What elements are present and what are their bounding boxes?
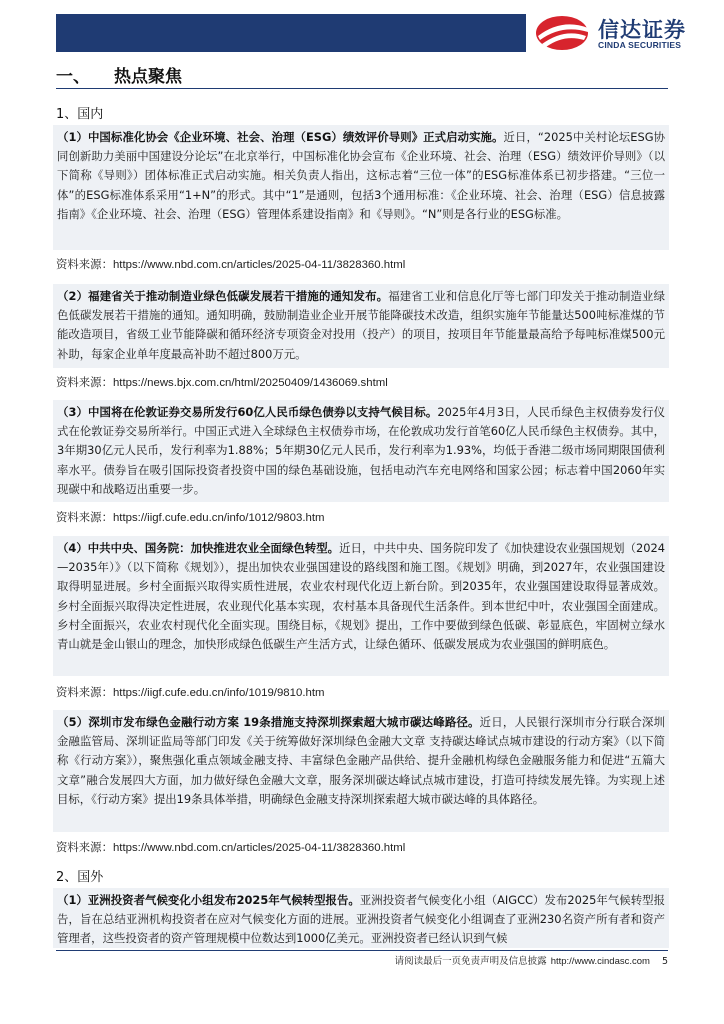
- news-body: 2025年4月3日，人民币绿色主权债券发行仪式在伦敦证券交易所举行。中国正式进入全球绿色主权债券市场，在伦敦成功发行首笔60亿人民币绿色主权债券。其中，3年期30亿元人民币，发行利率为1.88%；5年期30亿元人民币，发行利率为1.93%，均低于香港二级市场同期限国债利率水平。债券旨在吸引国际投资者投资中国的绿色基础设施，包括电动汽车充电网络和国家公园；标志着中国2060年实现碳中和战略迈出重要一步。: [57, 405, 666, 496]
- news-item-domestic-5: [53, 710, 669, 832]
- news-item-domestic-1: [53, 125, 669, 250]
- news-body: 亚洲投资者气候变化小组（AIGCC）发布2025年气候转型报告，旨在总结亚洲机构投资者在应对气候变化方面的进展。亚洲投资者气候变化小组调查了亚洲230名资产所有者和资产管理者，这些投资者的资产管理规模中位数达到1000亿美元。亚洲投资者已经认识到气候: [57, 893, 665, 946]
- news-title: （4）中共中央、国务院：加快推进农业全面绿色转型。: [57, 541, 340, 555]
- logo-chinese-name: 信达证券: [598, 18, 686, 42]
- title-divider: [56, 88, 668, 89]
- source-label: 资料来源：: [56, 685, 113, 699]
- source-line: [56, 374, 388, 390]
- source-label: 资料来源：: [56, 375, 113, 389]
- source-label: 资料来源：: [56, 510, 113, 524]
- news-title: （1）亚洲投资者气候变化小组发布2025年气候转型报告。: [57, 893, 360, 907]
- footer-notice: 请阅读最后一页免责声明及信息披露: [394, 956, 547, 967]
- news-body: 近日，“2025中关村论坛ESG协同创新助力美丽中国建设分论坛”在北京举行，中国标准化协会宣布《企业环境、社会、治理（ESG）绩效评价导则》（以下简称《导则》）团体标准正式启动实施。相关负责人指出，这标志着“三位一体”的ESG标准体系已初步搭建。“三位一体”的ESG标准体系采用“1+N”的形式。其中“1”是通则，包括3个通用标准：《企业环境、社会、治理（ESG）信息披露指南》《企业环境、社会、治理（ESG）管理体系建设指南》和《导则》。“N”则是各行业的ESG标准。: [57, 130, 665, 221]
- source-link[interactable]: https://news.bjx.com.cn/html/20250409/1436069.shtml: [112, 377, 388, 389]
- news-body: 福建省工业和信息化厅等七部门印发关于推动制造业绿色低碳发展若干措施的通知。通知明确，鼓励制造业企业开展节能降碳技术改造，组织实施年节能量达500吨标准煤的节能改造项目，省级工业节能降碳和循环经济专项资金对投用（投产）的项目，按项目年节能量最高给予每吨标准煤500元补助，每家企业单年度最高补助不超过800万元。: [57, 289, 665, 361]
- news-title: （2）福建省关于推动制造业绿色低碳发展若干措施的通知发布。: [57, 289, 389, 303]
- source-link[interactable]: https://www.nbd.com.cn/articles/2025-04-11/3828360.html: [112, 259, 406, 271]
- source-label: 资料来源：: [56, 840, 113, 854]
- news-body: 近日，人民银行深圳市分行联合深圳金融监管局、深圳证监局等部门印发《关于统筹做好深圳绿色金融大文章 支持碳达峰试点城市建设的行动方案》（以下简称《行动方案》），聚焦强化重点领域金融支持、丰富绿色金融产品供给、提升金融机构绿色金融服务能力和促进“五篇大文章”融合发展四大方面，加力做好绿色金融大文章，服务深圳碳达峰试点城市建设，打造可持续发展先锋。为实现上述目标，《行动方案》提出19条具体举措，明确绿色金融支持深圳探索超大城市碳达峰的具体路径。: [57, 715, 665, 806]
- domestic-heading: 1、国内: [56, 107, 104, 122]
- news-item-domestic-4: [53, 536, 669, 676]
- header-banner: [56, 14, 526, 52]
- news-body: 近日，中共中央、国务院印发了《加快建设农业强国规划（2024—2035年）》（以下简称《规划》），提出加快农业强国建设的路线图和施工图。《规划》明确，到2027年，农业强国建设取得明显进展。乡村全面振兴取得实质性进展，农业农村现代化迈上新台阶。到2035年，农业强国建设取得显著成效。乡村全面振兴取得决定性进展，农业现代化基本实现，农村基本具备现代生活条件。到本世纪中叶，农业强国全面建成。乡村全面振兴，农业农村现代化全面实现。围绕目标，《规划》提出，工作中要做到绿色低碳、彰显底色，牢固树立绿水青山就是金山银山的理念，加快形成绿色低碳生产生活方式，让绿色循环、低碳发展成为农业强国的鲜明底色。: [57, 541, 665, 652]
- page-number: 5: [661, 956, 668, 967]
- news-item-foreign-1: [53, 888, 669, 948]
- source-link[interactable]: https://iigf.cufe.edu.cn/info/1019/9810.htm: [112, 687, 325, 699]
- source-label: 资料来源：: [56, 257, 113, 271]
- source-link[interactable]: https://iigf.cufe.edu.cn/info/1012/9803.htm: [112, 512, 325, 524]
- logo-english-name: CINDA SECURITIES: [598, 40, 682, 50]
- source-link[interactable]: https://www.nbd.com.cn/articles/2025-04-11/3828360.html: [112, 842, 406, 854]
- page-footer: [395, 953, 668, 967]
- footer-website-link[interactable]: http://www.cindasc.com: [550, 956, 650, 967]
- section-title: [56, 62, 182, 87]
- section-number: 一、: [56, 67, 90, 87]
- source-line: [56, 839, 405, 855]
- news-item-domestic-2: [53, 284, 669, 368]
- news-item-domestic-3: [53, 400, 669, 502]
- section-heading: 热点聚焦: [114, 67, 182, 87]
- foreign-heading: 2、国外: [56, 870, 104, 885]
- news-title: （1）中国标准化协会《企业环境、社会、治理（ESG）绩效评价导则》正式启动实施。: [57, 130, 504, 144]
- company-logo: [530, 12, 710, 56]
- cinda-logo-icon: [534, 14, 590, 52]
- source-line: [56, 509, 324, 525]
- source-line: [56, 256, 405, 272]
- news-title: （5）深圳市发布绿色金融行动方案 19条措施支持深圳探索超大城市碳达峰路径。: [57, 715, 480, 729]
- news-title: （3）中国将在伦敦证券交易所发行60亿人民币绿色债券以支持气候目标。: [57, 405, 438, 419]
- source-line: [56, 684, 324, 700]
- footer-divider: [56, 950, 668, 951]
